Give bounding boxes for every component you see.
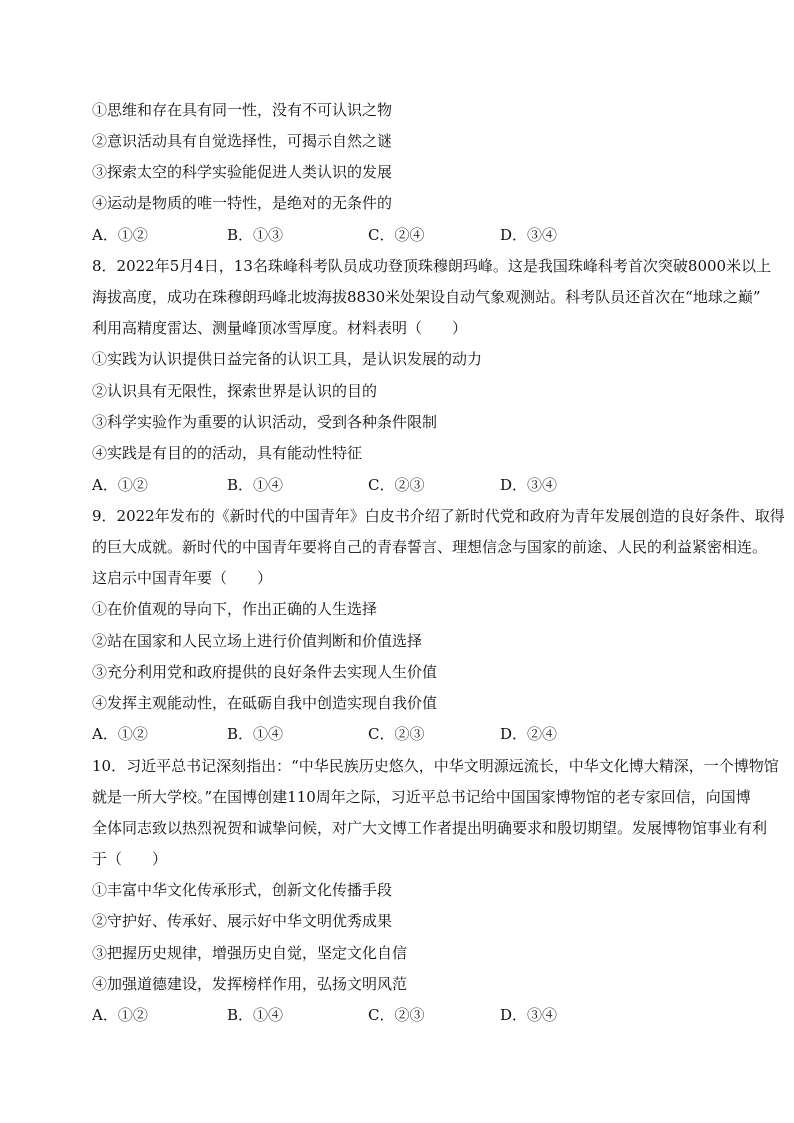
- option-line: ②守护好、传承好、展示好中华文明优秀成果: [92, 912, 393, 930]
- option-line: ④发挥主观能动性，在砥砺自我中创造实现自我价值: [92, 694, 438, 712]
- choice-c[interactable]: C．②④: [368, 226, 425, 244]
- choice-b[interactable]: B．①④: [227, 1006, 284, 1024]
- choice-b[interactable]: B．①④: [227, 476, 284, 494]
- option-line: ③探索太空的科学实验能促进人类认识的发展: [92, 163, 393, 181]
- choice-d[interactable]: D．③④: [500, 226, 558, 244]
- choice-a[interactable]: A．①②: [92, 725, 148, 743]
- choice-c[interactable]: C．②③: [368, 1006, 425, 1024]
- option-line: ③充分利用党和政府提供的良好条件去实现人生价值: [92, 663, 438, 681]
- question-stem-line: 就是一所大学校。”在国博创建110周年之际，习近平总书记给中国国家博物馆的老专家回信，向国博: [92, 788, 751, 806]
- option-line: ④运动是物质的唯一特性，是绝对的无条件的: [92, 194, 393, 212]
- option-line: ③科学实验作为重要的认识活动，受到各种条件限制: [92, 413, 438, 431]
- option-line: ②站在国家和人民立场上进行价值判断和价值选择: [92, 632, 423, 650]
- answer-choices: [92, 475, 712, 495]
- option-line: ②意识活动具有自觉选择性，可揭示自然之谜: [92, 132, 393, 150]
- question-stem-line: 利用高精度雷达、测量峰顶冰雪厚度。材料表明（ ）: [92, 319, 468, 337]
- choice-b[interactable]: B．①③: [227, 226, 284, 244]
- option-line: ①丰富中华文化传承形式，创新文化传播手段: [92, 881, 393, 899]
- option-line: ①实践为认识提供日益完备的认识工具，是认识发展的动力: [92, 350, 483, 368]
- question-stem-line: 8．2022年5月4日，13名珠峰科考队员成功登顶珠穆朗玛峰。这是我国珠峰科考首次突破8000米以上: [92, 257, 772, 275]
- choice-a[interactable]: A．①②: [92, 1006, 148, 1024]
- option-line: ①思维和存在具有同一性，没有不可认识之物: [92, 101, 393, 119]
- question-stem-line: 10．习近平总书记深刻指出：“中华民族历史悠久，中华文明源远流长，中华文化博大精深，一个博物馆: [92, 757, 779, 775]
- question-stem-line: 全体同志致以热烈祝贺和诚挚问候，对广大文博工作者提出明确要求和殷切期望。发展博物馆事业有利: [92, 819, 768, 837]
- answer-choices: [92, 1005, 712, 1025]
- option-line: ①在价值观的导向下，作出正确的人生选择: [92, 600, 378, 618]
- choice-a[interactable]: A．①②: [92, 226, 148, 244]
- answer-choices: [92, 225, 712, 245]
- question-stem-line: 9．2022年发布的《新时代的中国青年》白皮书介绍了新时代党和政府为青年发展创造的良好条件、取得: [92, 507, 785, 525]
- question-stem-line: 于（ ）: [92, 850, 168, 868]
- question-stem-line: 海拔高度，成功在珠穆朗玛峰北坡海拔8830米处架设自动气象观测站。科考队员还首次在“地球之巅”: [92, 288, 761, 306]
- option-line: ③把握历史规律，增强历史自觉，坚定文化自信: [92, 944, 408, 962]
- choice-d[interactable]: D．③④: [500, 1006, 558, 1024]
- choice-b[interactable]: B．①④: [227, 725, 284, 743]
- option-line: ④加强道德建设，发挥榜样作用，弘扬文明风范: [92, 975, 408, 993]
- choice-c[interactable]: C．②③: [368, 476, 425, 494]
- choice-c[interactable]: C．②③: [368, 725, 425, 743]
- option-line: ②认识具有无限性，探索世界是认识的目的: [92, 382, 378, 400]
- choice-d[interactable]: D．②④: [500, 725, 558, 743]
- option-line: ④实践是有目的的活动，具有能动性特征: [92, 444, 363, 462]
- question-stem-line: 这启示中国青年要（ ）: [92, 569, 273, 587]
- question-stem-line: 的巨大成就。新时代的中国青年要将自己的青春誓言、理想信念与国家的前途、人民的利益紧密相连。: [92, 538, 768, 556]
- choice-a[interactable]: A．①②: [92, 476, 148, 494]
- choice-d[interactable]: D．③④: [500, 476, 558, 494]
- answer-choices: [92, 724, 712, 744]
